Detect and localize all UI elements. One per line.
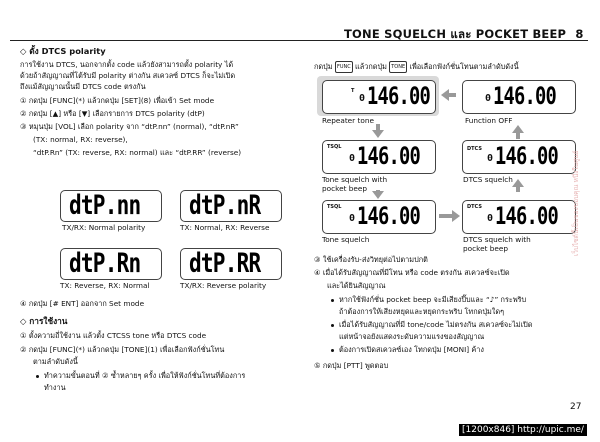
diamond-icon: ◇ xyxy=(20,316,27,326)
lcd-frequency: 146.00 xyxy=(495,202,558,230)
arrow-dtcs-to-off xyxy=(516,133,520,139)
arrow-down-icon xyxy=(372,191,384,199)
chapter-number: 8 xyxy=(575,27,584,41)
diamond-icon: ◇ xyxy=(20,46,27,56)
usage-step-1: ① ตั้งความถี่ใช้งาน แล้วตั้ง CTCSS tone หรือ DTCS code xyxy=(20,331,207,340)
caption-polarity-normal: TX/RX: Normal polarity xyxy=(62,223,146,232)
lcd-digit-zero: 0 xyxy=(349,213,356,224)
caption-tone-squelch: Tone squelch xyxy=(322,235,370,244)
arrow-down-icon xyxy=(372,130,384,138)
lcd-dtcs-squelch xyxy=(462,140,576,174)
tone-cycle-intro: กดปุ่ม FUNC แล้วกดปุ่ม TONE เพื่อเลือกฟังก์ชั่นโทนตามลำดับดังนี้ xyxy=(314,62,519,71)
bullet-dot xyxy=(331,349,334,352)
lcd-polarity-nr-text: dtP.nR xyxy=(189,190,261,221)
lcd-function-off xyxy=(462,80,576,114)
bullet-mismatch: เมื่อได้รับสัญญาณที่มี tone/code ไม่ตรงกัน สเควลซ์จะไม่เปิด xyxy=(339,320,533,329)
caption-dtcs-beep-line2: pocket beep xyxy=(463,244,508,253)
step-3-right: ③ ใช้เครื่องรับ-ส่งวิทยุต่อไปตามปกติ xyxy=(314,255,428,264)
lcd-polarity-rn xyxy=(60,248,162,280)
dtcs-beep-indicator: DTCS xyxy=(467,204,482,210)
caption-dtcs-beep-line1: DTCS squelch with xyxy=(463,235,531,244)
lcd-digit-zero: 0 xyxy=(485,93,492,104)
lcd-polarity-rn-text: dtP.Rn xyxy=(69,248,141,279)
caption-polarity-nr: TX: Normal, RX: Reverse xyxy=(180,223,270,232)
dtcs-indicator: DTCS xyxy=(467,146,482,152)
tsql-indicator: TSQL xyxy=(327,204,342,210)
step-2: ② กดปุ่ม [▲] หรือ [▼] เลือกรายการ DTCS polarity (dtP) xyxy=(20,109,205,118)
bullet-dot xyxy=(36,375,39,378)
lcd-tone-squelch xyxy=(322,200,436,234)
upload-watermark: [1200x846] http://upic.me/ xyxy=(459,424,587,436)
dtcs-intro-line3: ถึงแม้สัญญาณนั้นมี DTCS code ตรงกัน xyxy=(20,82,146,91)
usage-step-2-line2: ตามลำดับดังนี้ xyxy=(33,357,78,366)
lcd-polarity-normal xyxy=(60,190,162,222)
side-watermark: เว็บไซต์นี้เป็นของขอบคุณ หนึ่งในศูนย์ xyxy=(572,150,580,256)
caption-tsql-beep-line1: Tone squelch with xyxy=(322,175,388,184)
step-4-right-line2: และได้ยินสัญญาณ xyxy=(327,281,386,290)
lcd-frequency: 146.00 xyxy=(367,82,430,110)
usage-step-2-bullet-line2: ทำงาน xyxy=(44,383,66,392)
tone-indicator: T xyxy=(351,88,355,94)
bullet-moni: ต้องการเปิดสเควลซ์เอง โทกดปุ่ม [MONI] ค้าง xyxy=(339,345,484,354)
chapter-title xyxy=(344,26,584,44)
lcd-polarity-nr xyxy=(180,190,282,222)
step-1: ① กดปุ่ม [FUNC](*) แล้วกดปุ่ม [SET](8) เพื่อเข้า Set mode xyxy=(20,96,215,105)
arrow-right-icon xyxy=(452,210,460,222)
lcd-frequency: 146.00 xyxy=(357,142,420,170)
tone-key-icon: TONE xyxy=(389,61,407,73)
bullet-pocket-beep: หากใช้ฟังก์ชั่น pocket beep จะมีเสียงปี๊บและ “♪” กระพริบ xyxy=(339,295,527,304)
usage-step-2-bullet: ทำความขั้นตอนที่ ② ซ้ำหลายๆ ครั้ง เพื่อให้ฟังก์ชั่นโทนที่ต้องการ xyxy=(44,371,246,380)
step-4: ④ กดปุ่ม [# ENT] ออกจาก Set mode xyxy=(20,299,145,308)
caption-polarity-reverse: TX/RX: Reverse polarity xyxy=(180,281,267,290)
bullet-mismatch-line2: แต่หน้าจอยังแสดงระดับความแรงของสัญญาณ xyxy=(339,332,485,341)
step-3: ③ หมุนปุ่ม [VOL] เลือก polarity จาก “dtP.nn” (normal), “dtP.nR” xyxy=(20,122,239,131)
lcd-repeater-tone xyxy=(322,80,436,114)
chapter-title-text: TONE SQUELCH และ POCKET BEEP xyxy=(344,27,567,41)
caption-polarity-rn: TX: Reverse, RX: Normal xyxy=(60,281,150,290)
lcd-frequency: 146.00 xyxy=(493,82,556,110)
arrow-up-icon xyxy=(512,179,524,187)
lcd-polarity-reverse xyxy=(180,248,282,280)
bullet-pocket-beep-line2: ถ้าต้องการให้เสียงหยุดและหยุดกระพริบ โทกดปุ่มใดๆ xyxy=(339,307,505,316)
tsql-beep-indicator: TSQL xyxy=(327,144,342,150)
dtcs-intro-line1: การใช้งาน DTCS, นอกจากตั้ง code แล้วยังสามารถตั้ง polarity ได้ xyxy=(20,60,234,69)
lcd-dtcs-pocket-beep xyxy=(462,200,576,234)
bullet-dot xyxy=(331,324,334,327)
func-key-icon: FUNC xyxy=(335,61,353,73)
caption-repeater-tone: Repeater tone xyxy=(322,116,374,125)
lcd-polarity-normal-text: dtP.nn xyxy=(69,190,141,221)
lcd-tsql-pocket-beep xyxy=(322,140,436,174)
lcd-digit-zero: 0 xyxy=(487,213,494,224)
usage-step-2: ② กดปุ่ม [FUNC](*) แล้วกดปุ่ม [TONE](1) เพื่อเลือกฟังก์ชั่นโทน xyxy=(20,345,225,354)
arrow-off-to-repeater xyxy=(448,93,456,97)
caption-tsql-beep-line2: pocket beep xyxy=(322,184,367,193)
arrow-left-icon xyxy=(441,89,449,101)
section-usage-title: ◇ การใช้งาน xyxy=(20,316,68,326)
lcd-digit-zero: 0 xyxy=(487,153,494,164)
step-4-right: ④ เมื่อได้รับสัญญาณที่มีโทน หรือ code ตรงกัน สเควลซ์จะเปิด xyxy=(314,268,510,277)
step-3-line2: (TX: normal, RX: reverse), xyxy=(33,135,128,144)
lcd-frequency: 146.00 xyxy=(357,202,420,230)
section-dtcs-polarity-title: ◇ ตั้ง DTCS polarity xyxy=(20,46,106,56)
dtcs-intro-line2: ด้วยถ้าสัญญาณที่โต้รับมี polarity ต่างกัน สเควลซ์ DTCS ก็จะไม่เปิด xyxy=(20,71,236,80)
lcd-digit-zero: 0 xyxy=(349,153,356,164)
lcd-polarity-reverse-text: dtP.RR xyxy=(189,248,261,279)
lcd-digit-zero: 0 xyxy=(359,93,366,104)
caption-function-off: Function OFF xyxy=(465,116,513,125)
page-number: 27 xyxy=(570,402,582,412)
arrow-tsql-to-dtcsbeep xyxy=(439,214,453,218)
lcd-frequency: 146.00 xyxy=(495,142,558,170)
bullet-dot xyxy=(331,299,334,302)
step-3-line3: “dtP.Rn” (TX: reverse, RX: normal) และ “dtP.RR” (reverse) xyxy=(33,148,242,157)
caption-dtcs-squelch: DTCS squelch xyxy=(463,175,513,184)
step-5-right: ⑤ กดปุ่ม [PTT] พูดตอบ xyxy=(314,361,389,370)
arrow-up-icon xyxy=(512,125,524,133)
